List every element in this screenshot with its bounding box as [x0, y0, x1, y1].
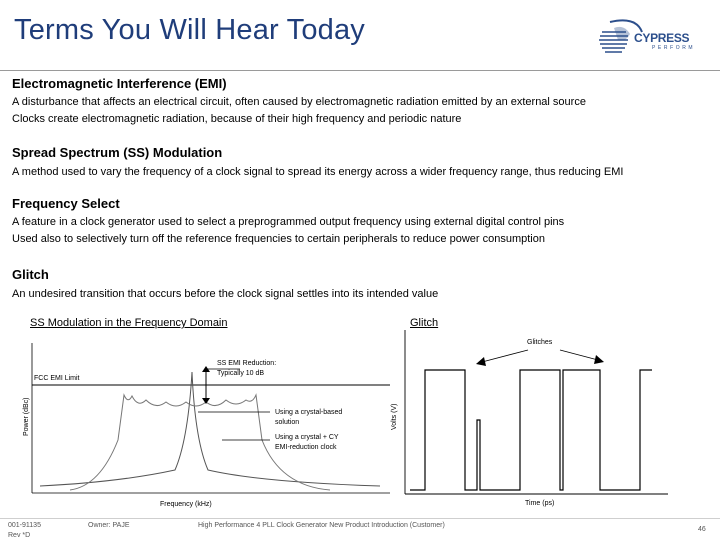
heading-emi: Electromagnetic Interference (EMI)	[12, 76, 227, 91]
footer-doc-title: High Performance 4 PLL Clock Generator New Product Introduction (Customer)	[198, 522, 445, 529]
right-y-axis-label: Volts (V)	[391, 403, 398, 430]
glitch-line-1: An undesired transition that occurs before the clock signal settles into its intended value	[12, 288, 439, 300]
legend-cy-1: Using a crystal + CY	[275, 434, 339, 441]
right-figure-caption: Glitch	[410, 317, 439, 329]
footer-owner: Owner: PAJE	[88, 522, 130, 529]
footer-divider	[0, 518, 720, 519]
emi-line-2: Clocks create electromagnetic radiation, because of their high frequency and periodic nature	[12, 113, 462, 125]
ss-reduction-label-2: Typically 10 dB	[217, 370, 265, 377]
legend-cy-2: EMI-reduction clock	[275, 444, 337, 451]
heading-glitch: Glitch	[12, 267, 49, 282]
spectrum-plot	[32, 343, 390, 493]
page-title: Terms You Will Hear Today	[14, 14, 366, 46]
legend-crystal-1: Using a crystal-based	[275, 409, 343, 416]
heading-frequency-select: Frequency Select	[12, 196, 120, 211]
fcc-limit-label: FCC EMI Limit	[34, 375, 80, 382]
footer-doc-id: 001-91135	[8, 522, 41, 529]
logo-text: CYPRESS	[634, 31, 690, 45]
heading-ss-modulation: Spread Spectrum (SS) Modulation	[12, 145, 223, 160]
left-x-axis-label: Frequency (kHz)	[160, 501, 212, 508]
fs-line-2: Used also to selectively turn off the reference frequencies to certain peripherals to reduce power consumption	[12, 233, 545, 245]
right-x-axis-label: Time (ps)	[525, 500, 555, 507]
legend-crystal-2: solution	[275, 419, 300, 426]
left-y-axis-label: Power (dBc)	[23, 397, 30, 436]
logo-subtext: PERFORM	[652, 45, 696, 51]
left-figure-caption: SS Modulation in the Frequency Domain	[30, 317, 228, 329]
ss-line-1: A method used to vary the frequency of a clock signal to spread its energy across a wider frequency range, thus reducing EMI	[12, 166, 624, 178]
footer-rev: Rev *D	[8, 532, 31, 539]
footer-page-number: 46	[698, 526, 706, 533]
glitch-plot	[405, 330, 668, 494]
fs-line-1: A feature in a clock generator used to select a preprogrammed output frequency using external digital control pins	[12, 216, 565, 228]
ss-reduction-label-1: SS EMI Reduction:	[217, 360, 277, 367]
emi-line-1: A disturbance that affects an electrical circuit, often caused by electromagnetic radiation emitted by an external source	[12, 96, 586, 108]
glitches-label: Glitches	[527, 339, 553, 346]
